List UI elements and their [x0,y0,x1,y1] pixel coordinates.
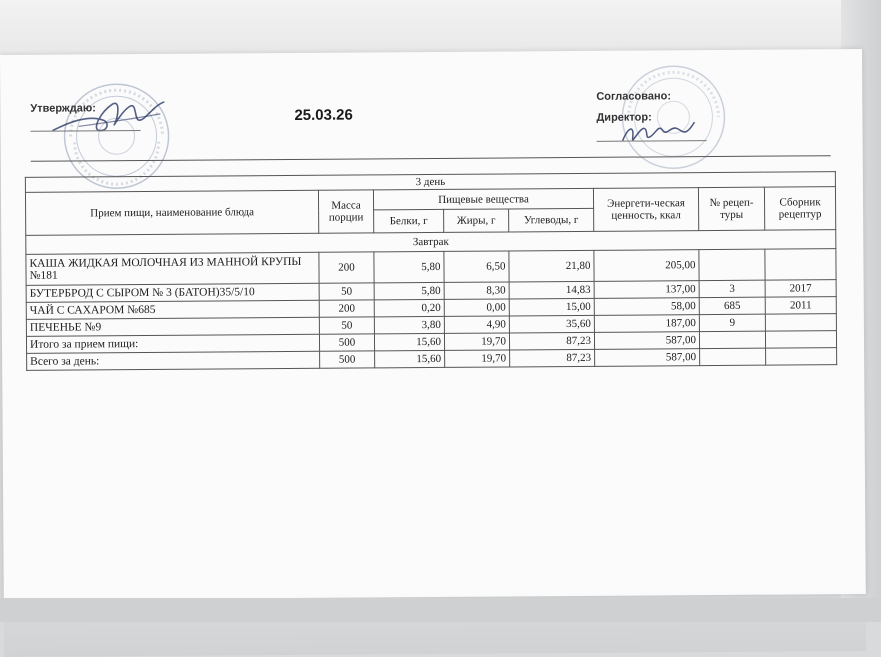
dish-fat: 4,90 [444,316,509,333]
col-mass-header: Масса порции [318,190,373,233]
dish-mass: 50 [319,317,374,334]
dish-recipe-no: 3 [699,280,765,297]
section-breakfast: Завтрак [26,230,836,255]
meal-total-fat: 19,70 [444,333,509,350]
menu-table [25,171,837,371]
day-total-energy: 587,00 [595,349,700,367]
dish-carbs: 14,83 [509,281,594,299]
meal-total-collection-empty [765,331,836,348]
dish-fat: 6,50 [444,251,509,282]
dish-recipe-no: 9 [699,314,765,331]
meal-total-carbs: 87,23 [509,332,594,350]
dish-fat: 8,30 [444,282,509,299]
dish-collection: 2011 [765,297,836,314]
approval-signature [48,92,168,141]
dish-protein: 3,80 [374,316,444,333]
day-total-mass: 500 [320,351,375,368]
day-total-protein: 15,60 [375,350,445,367]
dish-mass: 200 [319,252,374,283]
dish-mass: 50 [319,283,374,300]
meal-total-energy: 587,00 [594,332,699,350]
dish-carbs: 21,80 [509,250,594,282]
menu-date: 25.03.26 [294,106,353,124]
col-collection-header: Сборник рецептур [764,187,835,230]
dish-recipe-no: 685 [699,297,765,314]
dish-protein: 5,80 [374,282,444,299]
agreed-label: Согласовано: [596,90,672,103]
dish-carbs: 15,00 [509,298,594,316]
dish-protein: 5,80 [374,251,444,282]
background-bottom [0,598,881,622]
day-total-fat: 19,70 [445,350,510,367]
col-recipe-header: № рецеп-туры [698,187,764,230]
menu-document [0,49,866,600]
day-title: 3 день [25,172,835,193]
director-signature [618,116,698,149]
dish-name: ЧАЙ С САХАРОМ №685 [26,300,319,319]
dish-name: БУТЕРБРОД С СЫРОМ № 3 (БАТОН)35/5/10 [26,283,319,302]
dish-energy: 205,00 [594,250,699,282]
dish-name: ПЕЧЕНЬЕ №9 [26,317,319,336]
meal-total-recipe-empty [699,331,765,348]
dish-collection [765,314,836,331]
col-fat-header: Жиры, г [444,209,509,232]
day-total-collection-empty [766,348,837,365]
meal-total-label: Итого за прием пищи: [26,334,319,353]
dish-energy: 187,00 [594,315,699,333]
dish-recipe-no [699,249,765,280]
dish-mass: 200 [319,300,374,317]
col-nutrients-header: Пищевые вещества [373,188,593,210]
col-energy-header: Энергети-ческая ценность, ккал [593,188,698,232]
dish-collection [765,249,836,280]
day-total-carbs: 87,23 [510,349,595,367]
meal-total-mass: 500 [319,334,374,351]
meal-total-protein: 15,60 [374,333,444,350]
dish-fat: 0,00 [444,299,509,316]
dish-energy: 58,00 [594,298,699,316]
day-total-label: Всего за день: [27,351,320,370]
day-total-recipe-empty [700,348,766,365]
dish-name: КАША ЖИДКАЯ МОЛОЧНАЯ ИЗ МАННОЙ КРУПЫ №181 [26,252,319,285]
director-label: Директор: [596,111,652,124]
dish-energy: 137,00 [594,281,699,299]
col-meal-header: Прием пищи, наименование блюда [25,190,318,235]
col-carbs-header: Углеводы, г [509,208,594,232]
dish-collection: 2017 [765,280,836,297]
col-protein-header: Белки, г [374,209,444,232]
dish-carbs: 35,60 [509,315,594,333]
dish-protein: 0,20 [374,299,444,316]
approve-label: Утверждаю: [30,102,96,115]
